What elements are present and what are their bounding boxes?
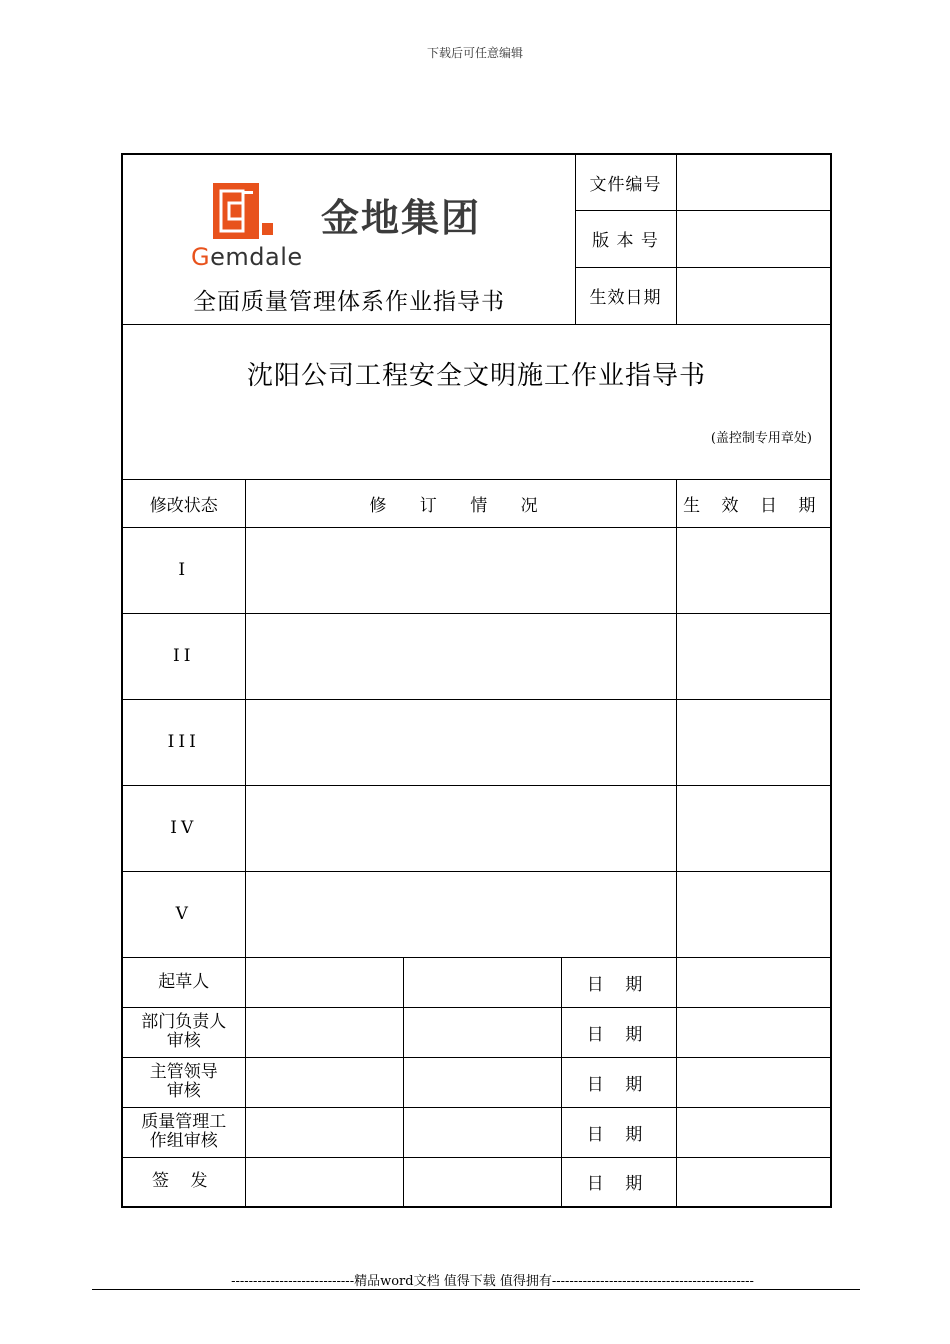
approval-date-value <box>676 1057 831 1107</box>
approval-signature-cell <box>245 957 403 1007</box>
header-note: 下载后可任意编辑 <box>426 46 523 60</box>
revision-status: I <box>122 527 245 613</box>
brand-letter-g: G <box>191 243 211 271</box>
approval-role <box>122 1107 245 1157</box>
gemdale-logo <box>191 179 511 274</box>
meta-value-effective-date <box>676 267 831 324</box>
approval-row <box>122 957 831 1007</box>
revision-status: IV <box>122 785 245 871</box>
approval-role-line1: 质量管理工 <box>141 1112 227 1132</box>
approval-date-value <box>676 1107 831 1157</box>
approval-extra-cell <box>403 1107 561 1157</box>
approval-role-line2: 作组审核 <box>149 1131 218 1151</box>
approval-role <box>122 1057 245 1107</box>
header-revision-status: 修改状态 <box>122 479 245 527</box>
footer-divider <box>92 1289 860 1290</box>
header-revision-details: 修 订 情 况 <box>245 479 676 527</box>
brand-rest: emdale <box>210 243 303 271</box>
approval-role <box>122 1157 245 1207</box>
footer-text: ----------------------------精品word文档 值得下载 值得拥有---------------------------------------------- <box>231 1274 754 1289</box>
approval-role <box>122 957 245 1007</box>
revision-date <box>676 613 831 699</box>
approval-signature-cell <box>245 1107 403 1157</box>
table-row <box>122 785 831 871</box>
approval-extra-cell <box>403 1007 561 1057</box>
approval-role-line2: 审核 <box>166 1081 201 1101</box>
approval-extra-cell <box>403 1057 561 1107</box>
revision-details <box>245 699 676 785</box>
revision-details <box>245 785 676 871</box>
approval-role-line2: 审核 <box>166 1031 201 1051</box>
approval-date-value <box>676 957 831 1007</box>
system-title: 全面质量管理体系作业指导书 <box>193 288 505 315</box>
approval-date-label: 日 期 <box>561 1007 676 1057</box>
approval-signature-cell <box>245 1007 403 1057</box>
revision-details <box>245 527 676 613</box>
meta-label-effective-date: 生效日期 <box>575 267 676 324</box>
approval-date-value <box>676 1157 831 1207</box>
revision-status: II <box>122 613 245 699</box>
revision-date <box>676 527 831 613</box>
approval-role-line1: 主管领导 <box>149 1062 218 1082</box>
document-title: 沈阳公司工程安全文明施工作业指导书 <box>246 360 706 391</box>
approval-signature-cell <box>245 1057 403 1107</box>
header-effective-date: 生 效 日 期 <box>676 479 831 527</box>
approval-role-line1: 签 发 <box>152 1171 216 1192</box>
revision-status: V <box>122 871 245 957</box>
document-title-cell <box>122 324 831 479</box>
document-cover-table <box>121 153 832 1208</box>
revision-date <box>676 699 831 785</box>
stamp-note: (盖控制专用章处) <box>710 430 812 446</box>
table-row <box>122 613 831 699</box>
table-row <box>122 871 831 957</box>
approval-role-line1: 部门负责人 <box>141 1012 227 1032</box>
revision-date <box>676 871 831 957</box>
approval-signature-cell <box>245 1157 403 1207</box>
revision-details <box>245 613 676 699</box>
approval-date-value <box>676 1007 831 1057</box>
approval-date-label: 日 期 <box>561 957 676 1007</box>
approval-date-label: 日 期 <box>561 1057 676 1107</box>
meta-label-version: 版 本 号 <box>575 210 676 267</box>
meta-value-file-no <box>676 154 831 210</box>
approval-row <box>122 1007 831 1057</box>
table-row <box>122 699 831 785</box>
brand-name-zh: 金地集团 <box>321 196 482 240</box>
revision-details <box>245 871 676 957</box>
gemdale-logo-icon <box>213 183 273 239</box>
table-row <box>122 527 831 613</box>
approval-role-line1: 起草人 <box>158 971 210 992</box>
approval-row <box>122 1057 831 1107</box>
meta-value-version <box>676 210 831 267</box>
meta-label-file-no: 文件编号 <box>575 154 676 210</box>
approval-extra-cell <box>403 957 561 1007</box>
approval-date-label: 日 期 <box>561 1107 676 1157</box>
revision-date <box>676 785 831 871</box>
logo-title-cell <box>122 154 575 324</box>
approval-extra-cell <box>403 1157 561 1207</box>
brand-name-en <box>191 243 303 271</box>
approval-row <box>122 1157 831 1207</box>
revision-status: III <box>122 699 245 785</box>
approval-row <box>122 1107 831 1157</box>
approval-date-label: 日 期 <box>561 1157 676 1207</box>
approval-role <box>122 1007 245 1057</box>
